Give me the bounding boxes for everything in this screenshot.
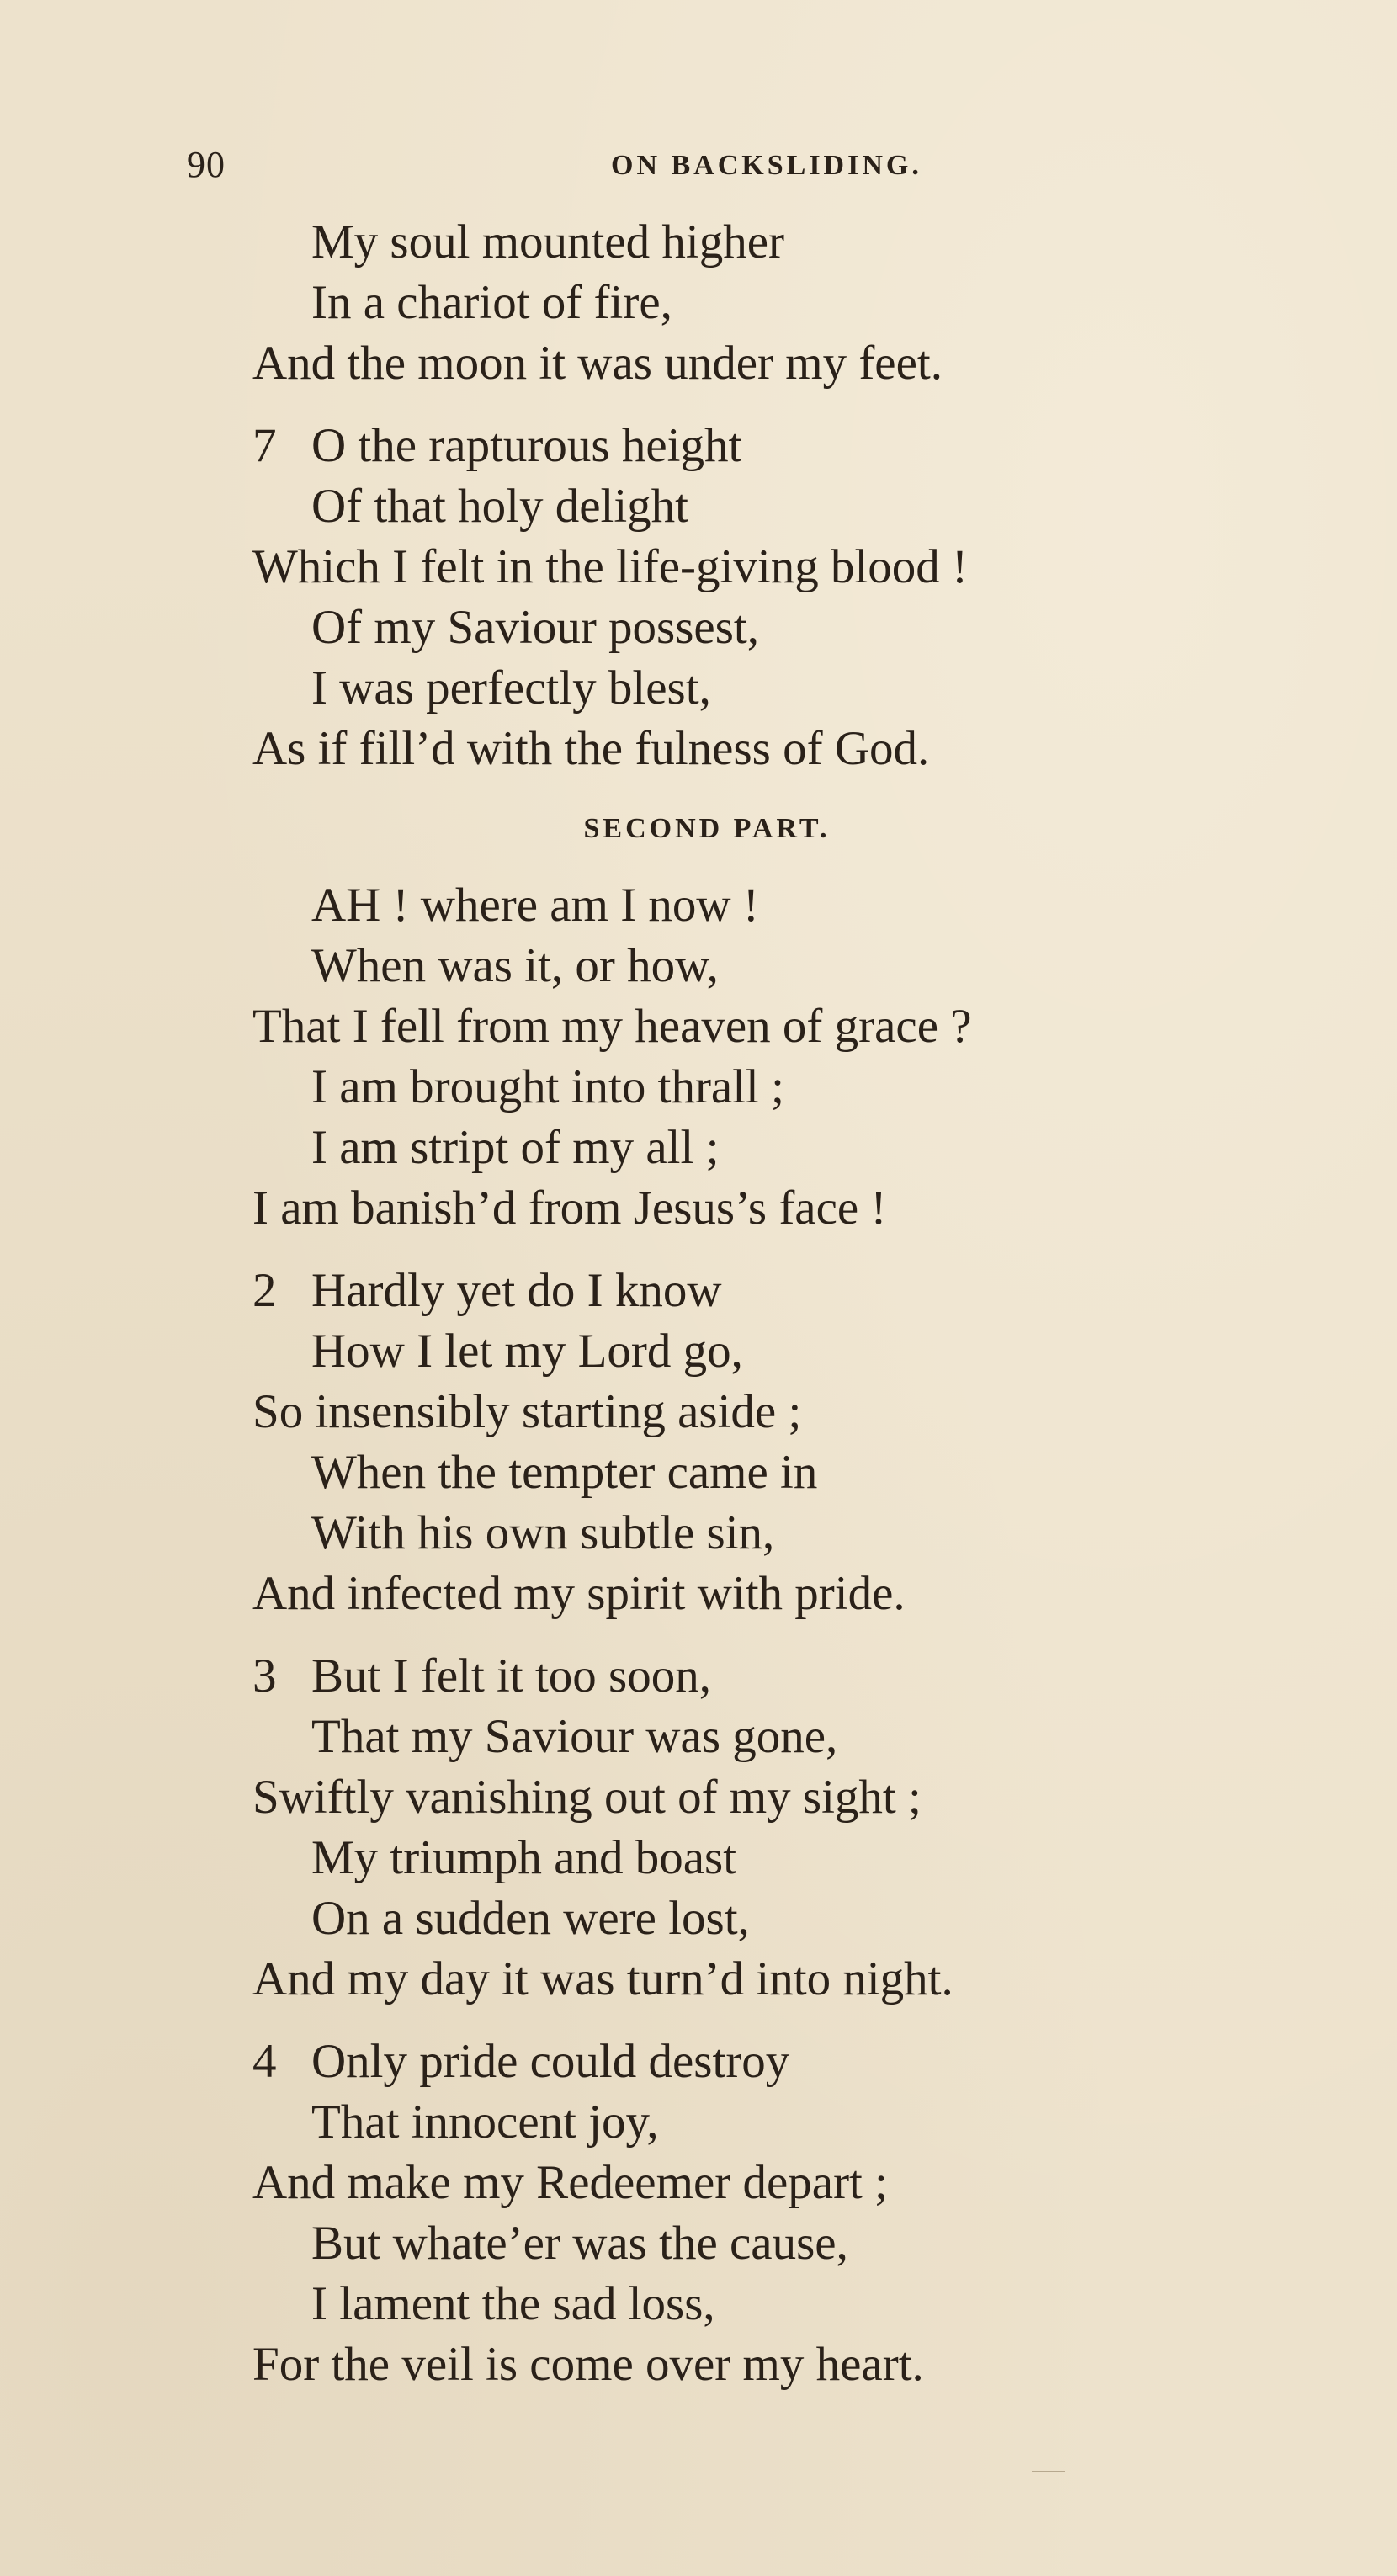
section-heading: SECOND PART. bbox=[583, 813, 831, 844]
verse-line: But whate’er was the cause, bbox=[311, 2217, 848, 2270]
verse-line: When the tempter came in bbox=[311, 1446, 818, 1499]
verse-line-text: O the rapturous height bbox=[311, 419, 742, 472]
verse-line: My soul mounted higher bbox=[311, 215, 785, 268]
verse-line: On a sudden were lost, bbox=[311, 1892, 750, 1945]
stanza-number: 7 bbox=[252, 419, 277, 472]
second-part-stanza-2 bbox=[252, 1261, 1262, 1624]
verse-line bbox=[252, 416, 1262, 476]
verse-line-text: Hardly yet do I know bbox=[311, 1264, 722, 1317]
verse-line: I lament the sad loss, bbox=[311, 2277, 715, 2330]
verse-line: I am stript of my all ; bbox=[311, 1121, 720, 1174]
page-number: 90 bbox=[187, 144, 226, 185]
verse-line bbox=[252, 2032, 1262, 2092]
stanza-continued bbox=[252, 212, 1262, 394]
verse-line: I was perfectly blest, bbox=[311, 661, 711, 714]
second-part-stanza-4 bbox=[252, 2032, 1262, 2395]
verse-line: I am banish’d from Jesus’s face ! bbox=[252, 1182, 887, 1235]
verse-line: How I let my Lord go, bbox=[311, 1325, 743, 1378]
verse-line: With his own subtle sin, bbox=[311, 1506, 775, 1559]
verse-line: That innocent joy, bbox=[311, 2095, 659, 2148]
verse-line: Of my Saviour possest, bbox=[311, 601, 759, 654]
page-header bbox=[187, 143, 1247, 194]
verse-line: My triumph and boast bbox=[311, 1831, 737, 1884]
stanza-number: 3 bbox=[252, 1649, 277, 1702]
footer-rule bbox=[1032, 2471, 1065, 2472]
second-part-stanza-1 bbox=[252, 875, 1262, 1239]
verse-line: As if fill’d with the fulness of God. bbox=[252, 722, 930, 775]
verse-line bbox=[252, 1646, 1262, 1707]
verse-line: And my day it was turn’d into night. bbox=[252, 1952, 953, 2005]
verse-line: I am brought into thrall ; bbox=[311, 1060, 784, 1113]
verse-line: Of that holy delight bbox=[311, 480, 689, 533]
verse-line: And the moon it was under my feet. bbox=[252, 337, 943, 390]
verse-line: Swiftly vanishing out of my sight ; bbox=[252, 1771, 922, 1824]
verse-line bbox=[252, 1261, 1262, 1321]
verse-line: That my Saviour was gone, bbox=[311, 1710, 838, 1763]
stanza-number: 4 bbox=[252, 2035, 277, 2088]
verse-line: AH ! where am I now ! bbox=[311, 879, 759, 932]
verse-line: In a chariot of fire, bbox=[311, 276, 672, 329]
running-title: ON BACKSLIDING. bbox=[611, 150, 922, 181]
verse-line-text: But I felt it too soon, bbox=[311, 1649, 711, 1702]
verse-line-text: Only pride could destroy bbox=[311, 2035, 790, 2088]
verse-line: For the veil is come over my heart. bbox=[252, 2338, 924, 2391]
stanza-7 bbox=[252, 416, 1262, 779]
hymn-text bbox=[252, 212, 1262, 2395]
second-part-stanza-3 bbox=[252, 1646, 1262, 2010]
verse-line: When was it, or how, bbox=[311, 939, 719, 992]
verse-line: That I fell from my heaven of grace ? bbox=[252, 1000, 972, 1053]
verse-line: So insensibly starting aside ; bbox=[252, 1385, 802, 1438]
verse-line: And infected my spirit with pride. bbox=[252, 1567, 906, 1620]
verse-line: And make my Redeemer depart ; bbox=[252, 2156, 888, 2209]
verse-line: Which I felt in the life-giving blood ! bbox=[252, 540, 969, 593]
stanza-number: 2 bbox=[252, 1264, 277, 1317]
